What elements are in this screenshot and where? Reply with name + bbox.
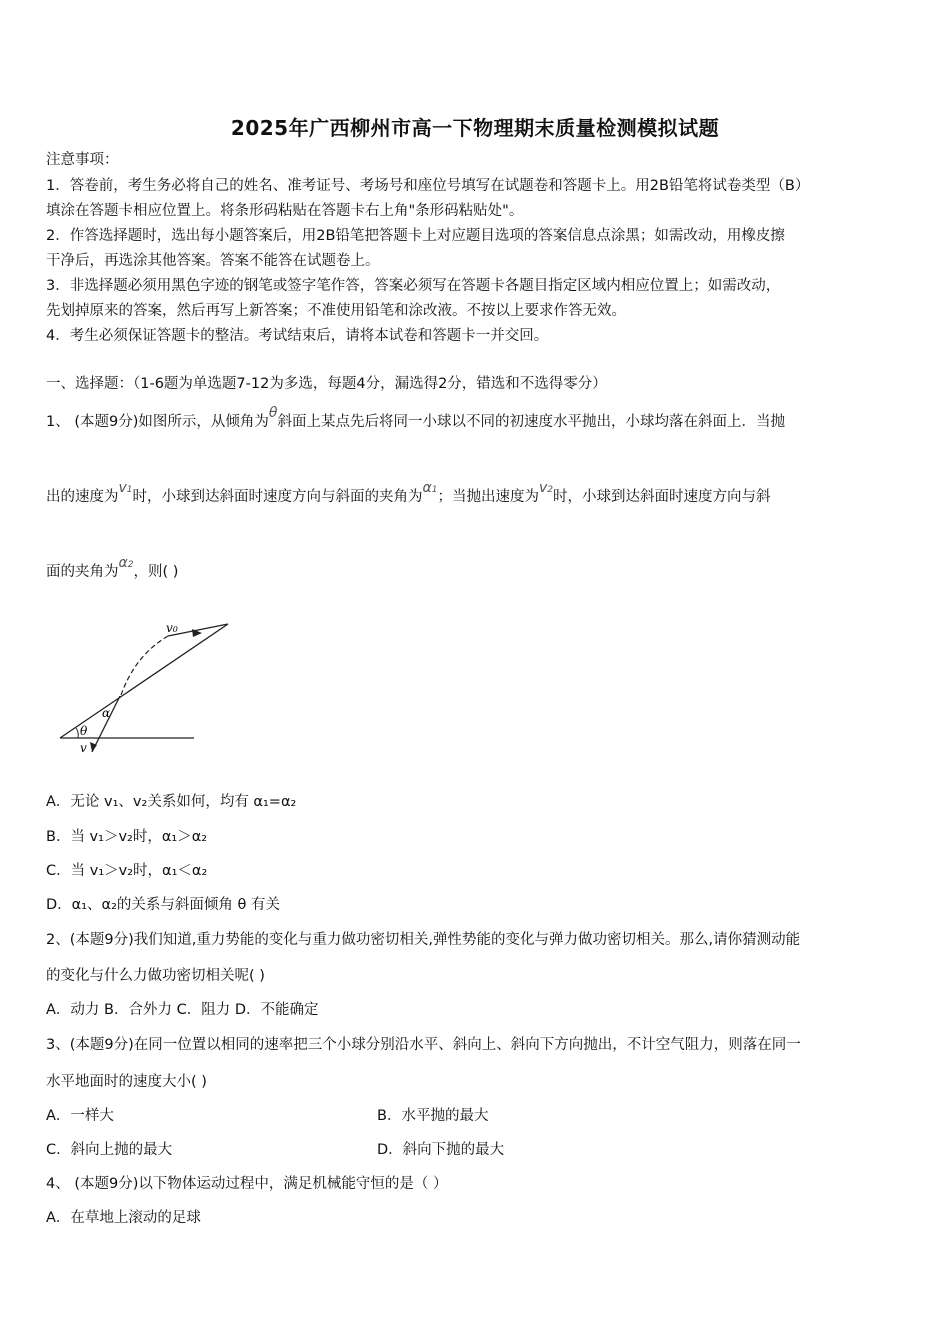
incline-line <box>60 624 228 738</box>
q1-line2 <box>46 480 771 509</box>
q3-option-c: C．斜向上抛的最大 <box>46 1142 173 1158</box>
notice-line: 3．非选择题必须用黑色字迹的钢笔或签字笔作答，答案必须写在答题卡各题目指定区域内相应位置上；如需改动， <box>46 278 781 294</box>
notice-heading: 注意事项： <box>46 152 119 168</box>
q1-option-b: B．当 v₁＞v₂时，α₁＞α₂ <box>46 829 208 845</box>
exam-title: 2025年广西柳州市高一下物理期末质量检测模拟试题 <box>230 116 720 140</box>
q3-option-b: B．水平抛的最大 <box>377 1108 489 1124</box>
section-heading: 一、选择题：（1-6题为单选题7-12为多选，每题4分，漏选得2分，错选和不选得零分） <box>46 376 607 392</box>
q3-option-d: D．斜向下抛的最大 <box>377 1142 505 1158</box>
notice-line: 2．作答选择题时，选出每小题答案后，用2B铅笔把答题卡上对应题目选项的答案信息点涂黑；如需改动，用橡皮擦 <box>46 228 785 244</box>
q1-option-c: C．当 v₁＞v₂时，α₁＜α₂ <box>46 863 208 879</box>
q2-line2: 的变化与什么力做功密切相关呢( ) <box>46 968 265 984</box>
q2-line1: 2、(本题9分)我们知道,重力势能的变化与重力做功密切相关,弹性势能的变化与弹力做功密切相关。那么,请你猜测动能 <box>46 932 801 948</box>
alpha-label: α <box>102 706 111 720</box>
q4-line1: 4、 (本题9分)以下物体运动过程中，满足机械能守恒的是（ ） <box>46 1176 448 1192</box>
q1-line3 <box>46 555 179 584</box>
notice-line: 4．考生必须保证答题卡的整洁。考试结束后，请将本试卷和答题卡一并交回。 <box>46 328 549 344</box>
alpha2-symbol: α2 <box>118 555 134 571</box>
velocity-arrow <box>92 696 120 752</box>
q1-text: 斜面上某点先后将同一小球以不同的初速度水平抛出，小球均落在斜面上．当抛 <box>277 414 785 430</box>
theta-arc <box>76 728 78 738</box>
q1-option-d: D．α₁、α₂的关系与斜面倾角 θ 有关 <box>46 897 280 913</box>
q1-text: 面的夹角为 <box>46 564 119 580</box>
q1-text: ，则( ) <box>133 564 179 580</box>
q1-text: 时，小球到达斜面时速度方向与斜 <box>553 489 771 505</box>
alpha1-symbol: α1 <box>422 480 438 496</box>
theta-label: θ <box>80 724 88 738</box>
q1-option-a: A．无论 v₁、v₂关系如何，均有 α₁=α₂ <box>46 794 297 810</box>
v1-symbol: v1 <box>118 480 133 496</box>
q3-line1: 3、(本题9分)在同一位置以相同的速率把三个小球分别沿水平、斜向上、斜向下方向抛出，不计空气阻力，则落在同一 <box>46 1037 801 1053</box>
q3-option-a: A．一样大 <box>46 1108 114 1124</box>
q1-line1 <box>46 405 785 432</box>
q4-option-a: A．在草地上滚动的足球 <box>46 1210 201 1226</box>
theta-symbol: θ <box>268 405 278 421</box>
q3-line2: 水平地面时的速度大小( ) <box>46 1074 207 1090</box>
v-label: v <box>80 741 87 755</box>
notice-line: 先划掉原来的答案，然后再写上新答案；不准使用铅笔和涂改液。不按以上要求作答无效。 <box>46 303 626 319</box>
q1-text: 时，小球到达斜面时速度方向与斜面的夹角为 <box>132 489 423 505</box>
notice-line: 填涂在答题卡相应位置上。将条形码粘贴在答题卡右上角"条形码粘贴处"。 <box>46 203 524 219</box>
v2-symbol: v2 <box>539 480 554 496</box>
trajectory-path <box>120 636 168 698</box>
q2-options: A．动力 B．合外力 C．阻力 D．不能确定 <box>46 1002 319 1018</box>
q1-text: ；当抛出速度为 <box>437 489 539 505</box>
v0-label: v0 <box>166 621 178 635</box>
notice-line: 干净后，再选涂其他答案。答案不能答在试题卷上。 <box>46 253 380 269</box>
notice-line: 1．答卷前，考生务必将自己的姓名、准考证号、考场号和座位号填写在试题卷和答题卡上。用2B铅笔将试卷类型（B） <box>46 178 810 194</box>
q1-text: 出的速度为 <box>46 489 119 505</box>
q1-text: 1、 (本题9分)如图所示，从倾角为 <box>46 414 269 430</box>
incline-diagram <box>56 616 236 756</box>
